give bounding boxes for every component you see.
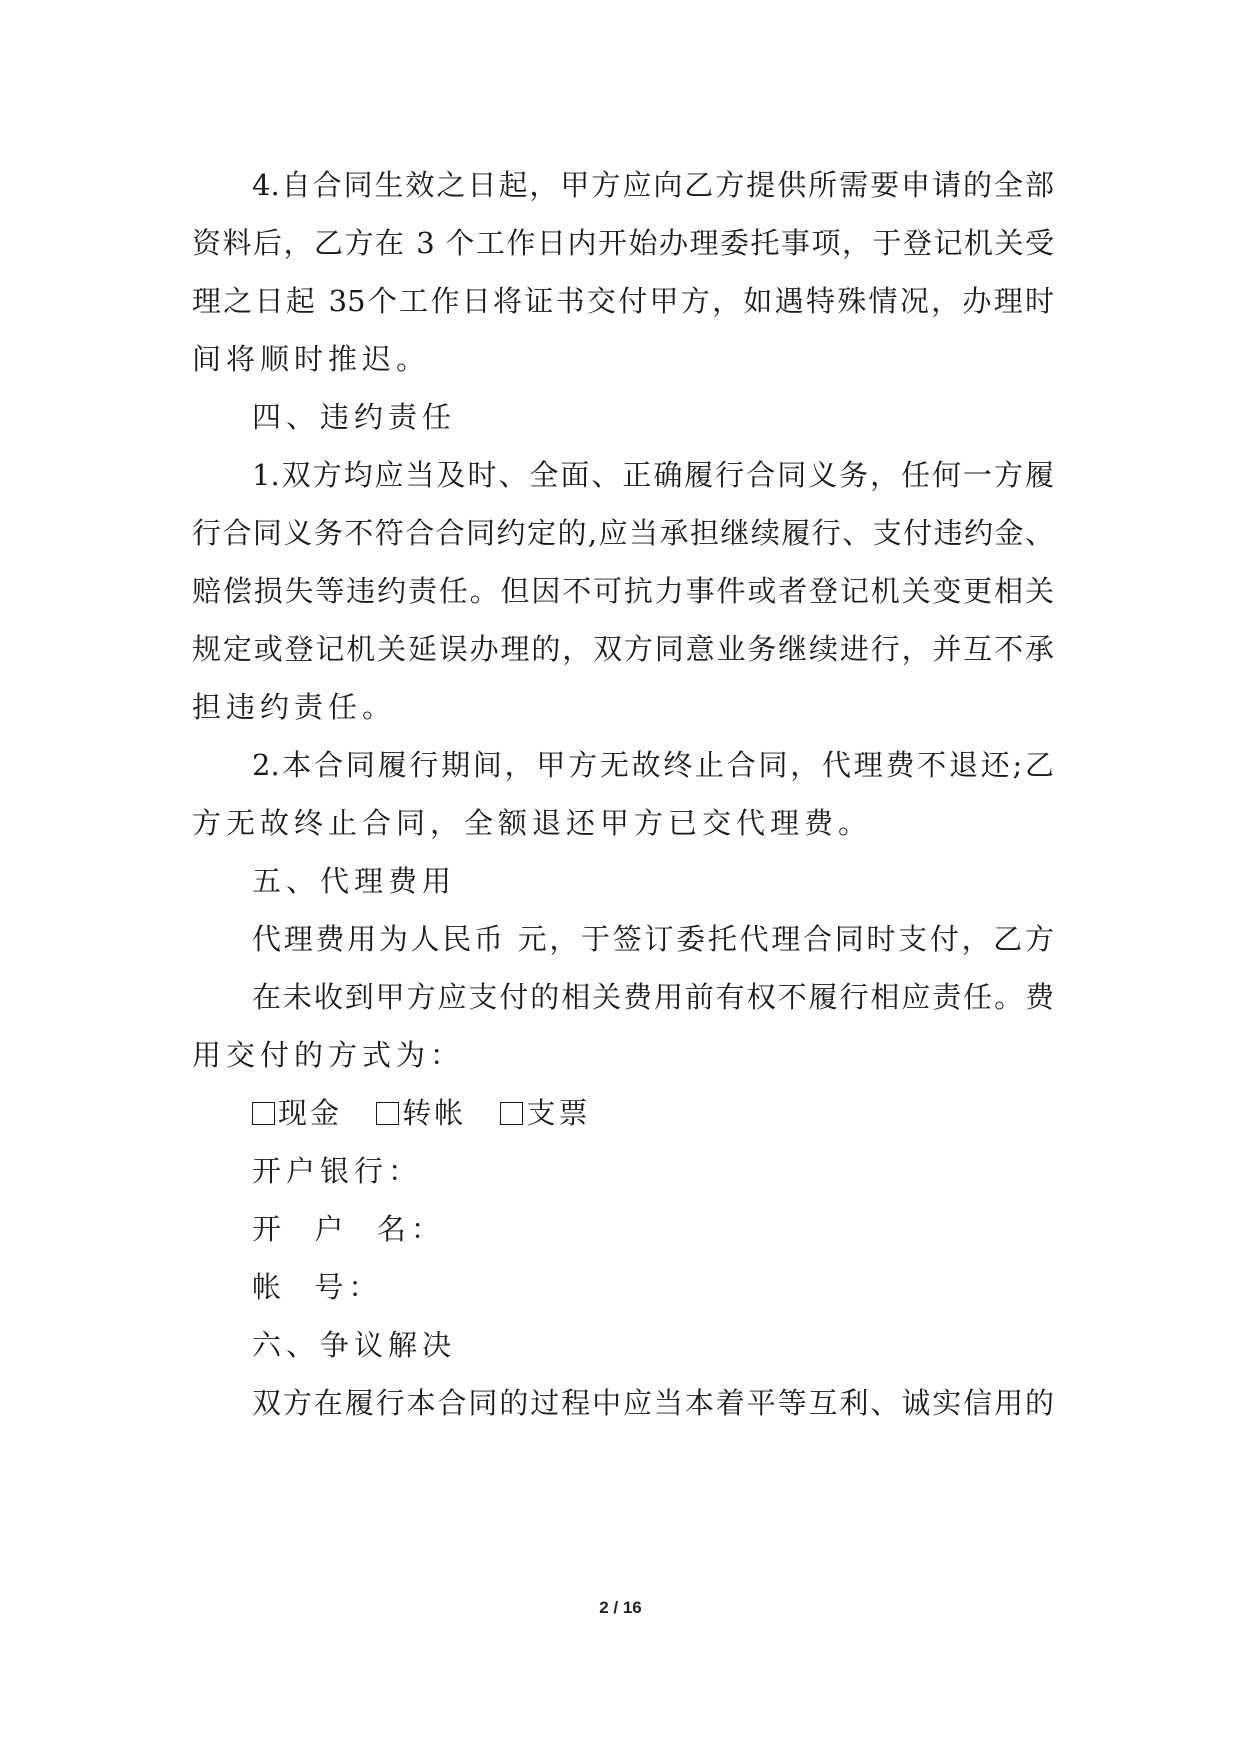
paragraph-line: 赔偿损失等违约责任。但因不可抗力事件或者登记机关变更相关 <box>192 574 1054 608</box>
payment-option-cash: 现金 <box>252 1096 342 1130</box>
payment-option-cheque: 支票 <box>500 1096 590 1130</box>
paragraph-line: 在未收到甲方应支付的相关费用前有权不履行相应责任。费 <box>252 980 1054 1014</box>
section-heading: 四、违约责任 <box>252 400 457 434</box>
paragraph-line: 1.双方均应当及时、全面、正确履行合同义务，任何一方履 <box>252 458 1054 492</box>
checkbox-icon <box>376 1102 399 1125</box>
section-heading: 五、代理费用 <box>252 864 457 898</box>
checkbox-icon <box>500 1102 523 1125</box>
checkbox-icon <box>252 1102 275 1125</box>
paragraph-line: 4.自合同生效之日起，甲方应向乙方提供所需要申请的全部 <box>252 168 1054 202</box>
paragraph-line: 资料后，乙方在 3 个工作日内开始办理委托事项，于登记机关受 <box>192 226 1054 260</box>
paragraph-line: 理之日起 35个工作日将证书交付甲方，如遇特殊情况，办理时 <box>192 284 1054 318</box>
paragraph-line: 担违约责任。 <box>192 690 397 724</box>
bank-name-label: 开户银行： <box>252 1154 423 1188</box>
section-heading: 六、争议解决 <box>252 1328 457 1362</box>
paragraph-line: 行合同义务不符合合同约定的,应当承担继续履行、支付违约金、 <box>192 516 1054 550</box>
payment-options <box>252 1088 612 1138</box>
account-number-label: 帐 号： <box>252 1270 383 1304</box>
paragraph-line: 间将顺时推迟。 <box>192 342 431 376</box>
paragraph-line: 方无故终止合同，全额退还甲方已交代理费。 <box>192 806 873 840</box>
paragraph-line: 代理费用为人民币 元，于签订委托代理合同时支付，乙方 <box>252 922 1054 956</box>
payment-option-transfer: 转帐 <box>376 1096 466 1130</box>
paragraph-line: 双方在履行本合同的过程中应当本着平等互利、诚实信用的 <box>252 1386 1054 1420</box>
paragraph-line: 规定或登记机关延误办理的，双方同意业务继续进行，并互不承 <box>192 632 1054 666</box>
account-name-label: 开 户 名： <box>252 1212 445 1246</box>
page-number: 2 / 16 <box>599 1598 642 1617</box>
paragraph-line: 2.本合同履行期间，甲方无故终止合同，代理费不退还;乙 <box>252 748 1054 782</box>
paragraph-line: 用交付的方式为： <box>192 1038 465 1072</box>
